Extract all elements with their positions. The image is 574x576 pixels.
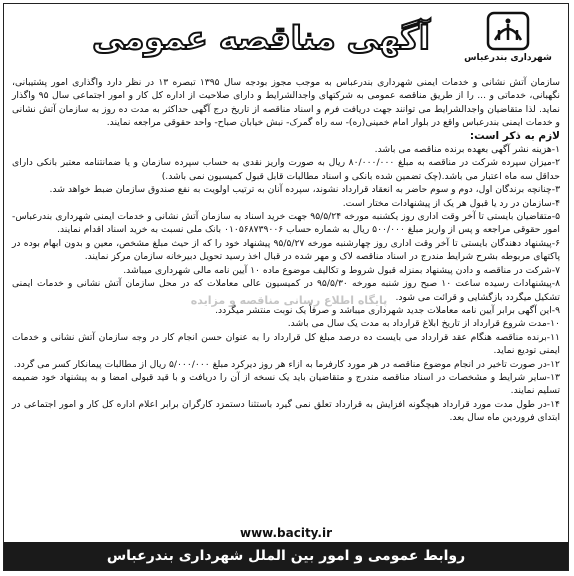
list-item: ۱۰-مدت شروع قرارداد از تاریخ ابلاغ قرارداد به مدت یک سال می باشد.: [287, 318, 560, 330]
requirements-heading: لازم به ذکر است:: [469, 129, 560, 142]
list-item: ۳-چنانچه برندگان اول، دوم و سوم حاضر به انعقاد قرارداد نشوند، سپرده آنان به ترتیب اولویت به نفع صندوق سازمان ضبط خواهد شد.: [49, 184, 560, 196]
notice-title: آگهی مناقصه عمومی: [92, 19, 430, 57]
notice-body: [12, 76, 560, 540]
emblem-icon: [485, 10, 531, 52]
list-item: ۱۱-برنده مناقصه هنگام عقد قرارداد می بایست ده درصد مبلغ کل قرارداد را به عنوان حسن انجام کار در وجه سازمان آتش نشانی و خدمات ایمنی تودیع نماید.: [12, 331, 560, 357]
watermark: پایگاه اطلاع رسانی مناقصه و مزایده: [190, 294, 388, 307]
notice-frame: [3, 3, 569, 571]
list-item: ۸-پیشنهادات رسیده ساعت ۱۰ صبح روز شنبه مورخه ۹۵/۵/۳۰ در کمیسیون عالی معاملات که در محل سازمان آتش نشانی و خدمات ایمنی تشکیل میگردد بازگشایی و قرائت می شود.: [12, 278, 560, 303]
list-item: ۴-سازمان در رد یا قبول هر یک از پیشنهادات مختار است.: [342, 197, 560, 209]
list-item: ۲-میزان سپرده شرکت در مناقصه به مبلغ ۸۰/۰۰۰/۰۰۰ ریال به صورت واریز نقدی به حساب سپرده سازمان و یا ضمانتنامه معتبر بانکی دارای حداقل سه ماه اعتبار می باشد.(چک تضمین شده بانکی و اسناد مطالبات قابل قبول کمیسیون نمی باشد.): [12, 157, 561, 182]
notice-header: [4, 4, 568, 74]
list-item: ۱۳-سایر شرایط و مشخصات در اسناد مناقصه مندرج و متقاضیان باید یک نسخه از آن را دریافت و با قید قبولی امضا و به پیشنهاد خود ضمیمه تسلیم نمایند.: [12, 371, 560, 397]
list-item: ۵-متقاضیان بایستی تا آخر وقت اداری روز یکشنبه مورخه ۹۵/۵/۲۴ جهت خرید اسناد به سازمان آتش نشانی و خدمات ایمنی شهرداری بندرعباس- امور حقوقی مراجعه و پس از واریز مبلغ ۵۰۰/۰۰۰ ریال به شماره حساب ۰۱۰۵۶۸۷۳۹۰۰۶ بانک ملی نسبت به خرید اسناد اقدام نمایند.: [12, 211, 560, 236]
website-link[interactable]: www.bacity.ir: [239, 526, 332, 540]
list-item: ۱-هزینه نشر آگهی بعهده برنده مناقصه می باشد.: [374, 144, 560, 156]
list-item: ۹-این آگهی برابر آیین نامه معاملات جدید شهرداری میباشد و صرفاً یک نوبت منتشر میگردد.: [215, 304, 560, 316]
footer-banner: روابط عمومی و امور بین الملل شهرداری بندرعباس: [4, 542, 568, 570]
municipality-logo: [458, 10, 558, 68]
list-item: ۱۲-در صورت تاخیر در انجام موضوع مناقصه در هر مورد کارفرما به ازاء هر روز دیرکرد مبلغ ۵/۰۰۰/۰۰۰ ریال از مطالبات پیمانکار کسر می گردد.: [13, 358, 560, 370]
intro-paragraph: سازمان آتش نشانی و خدمات ایمنی شهرداری بندرعباس به موجب مجوز بودجه سال ۱۳۹۵ تبصره ۱۳ در نظر دارد واگذاری امور پشتیبانی، نگهبانی، خدماتی و ... را از طریق مناقصه عمومی به شرکتهای واجدالشرایط و دارای صلاحیت از اداره کل کار و امور اجتماعی سال ۹۵ واگذار نماید. لذا متقاضیان واجدالشرایط می توانند جهت دریافت فرم و اسناد مناقصه از تاریخ درج آگهی حداکثر به مدت ده روز به سازمان آتش نشانی و خدمات ایمنی بندرعباس واقع در بلوار امام خمینی(ره)- سه راه گمرک- نبش خیابان صباح- واحد حقوقی مراجعه نمایند.: [12, 77, 560, 129]
logo-caption: شهرداری بندرعباس: [464, 53, 552, 63]
list-item: ۱۴-در طول مدت مورد قرارداد هیچگونه افزایش به قرارداد تعلق نمی گیرد باستثنا دستمزد کارگران برابر اعلام اداره کل کار و امور اجتماعی در ابتدای فروردین ماه سال بعد.: [12, 398, 560, 424]
list-item: ۶-پیشنهاد دهندگان بایستی تا آخر وقت اداری روز چهارشنبه مورخه ۹۵/۵/۲۷ پیشنهاد خود را که از حیث مبلغ مشخص، معین و بدون ابهام بوده در پاکتهای مربوطه بشرح شرایط مندرج در اسناد مناقصه لاک و مهر شده در قبال اخذ رسید تحویل دبیرخانه سازمان مرکز نمایند.: [12, 237, 560, 263]
list-item: ۷-شرکت در مناقصه و دادن پیشنهاد بمنزله قبول شروط و تکالیف موضوع ماده ۱۰ آیین نامه مالی شهرداری میباشد.: [123, 264, 560, 276]
